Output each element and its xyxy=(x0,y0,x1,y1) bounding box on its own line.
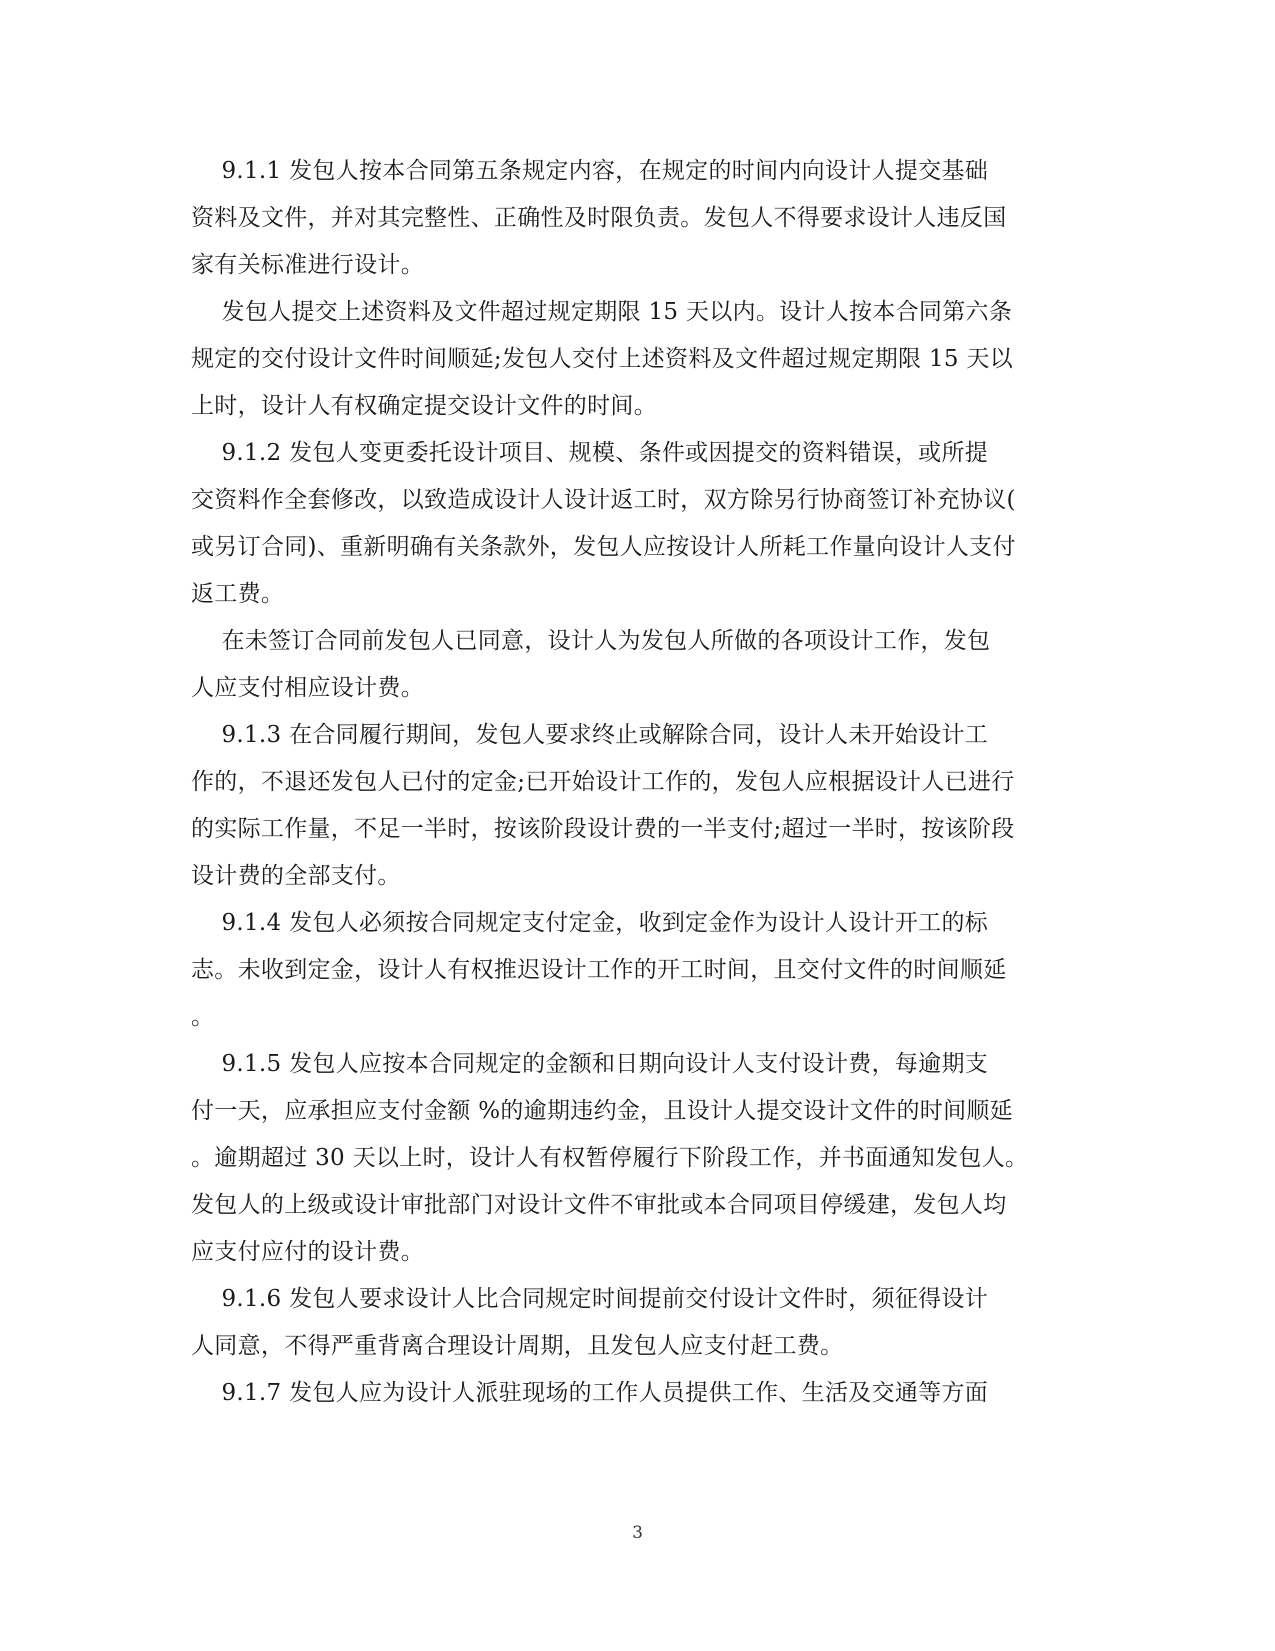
paragraph-3-line-1: 9.1.2 发包人变更委托设计项目、规模、条件或因提交的资料错误，或所提 xyxy=(191,440,989,466)
paragraph-9-line-1: 9.1.7 发包人应为设计人派驻现场的工作人员提供工作、生活及交通等方面 xyxy=(191,1380,989,1406)
paragraph-7-line-2: 付一天，应承担应支付金额 %的逾期违约金，且设计人提交设计文件的时间顺延 xyxy=(191,1098,1013,1124)
paragraph-7-line-1: 9.1.5 发包人应按本合同规定的金额和日期向设计人支付设计费，每逾期支 xyxy=(191,1051,989,1077)
page-number: 3 xyxy=(632,1523,643,1543)
paragraph-4-line-2: 人应支付相应设计费。 xyxy=(191,675,424,701)
paragraph-1-line-3: 家有关标准进行设计。 xyxy=(191,252,424,278)
paragraph-5-line-1: 9.1.3 在合同履行期间，发包人要求终止或解除合同，设计人未开始设计工 xyxy=(191,722,989,748)
paragraph-2-line-2: 规定的交付设计文件时间顺延;发包人交付上述资料及文件超过规定期限 15 天以 xyxy=(191,346,1014,372)
paragraph-6-line-1: 9.1.4 发包人必须按合同规定支付定金，收到定金作为设计人设计开工的标 xyxy=(191,910,989,936)
paragraph-6-line-3: 。 xyxy=(191,1004,215,1030)
paragraph-5-line-3: 的实际工作量，不足一半时，按该阶段设计费的一半支付;超过一半时，按该阶段 xyxy=(191,816,1015,842)
paragraph-1-line-2: 资料及文件，并对其完整性、正确性及时限负责。发包人不得要求设计人违反国 xyxy=(191,205,1007,231)
paragraph-4-line-1: 在未签订合同前发包人已同意，设计人为发包人所做的各项设计工作，发包 xyxy=(191,628,991,654)
paragraph-7-line-3: 。逾期超过 30 天以上时，设计人有权暂停履行下阶段工作，并书面通知发包人。 xyxy=(191,1145,1029,1171)
paragraph-3-line-3: 或另订合同)、重新明确有关条款外，发包人应按设计人所耗工作量向设计人支付 xyxy=(191,534,1016,560)
paragraph-5-line-2: 作的，不退还发包人已付的定金;已开始设计工作的，发包人应根据设计人已进行 xyxy=(191,769,1015,795)
paragraph-3-line-4: 返工费。 xyxy=(191,581,285,607)
paragraph-8-line-1: 9.1.6 发包人要求设计人比合同规定时间提前交付设计文件时，须征得设计 xyxy=(191,1286,989,1312)
paragraph-7-line-5: 应支付应付的设计费。 xyxy=(191,1239,424,1265)
paragraph-3-line-2: 交资料作全套修改，以致造成设计人设计返工时，双方除另行协商签订补充协议( xyxy=(191,487,1016,513)
paragraph-6-line-2: 志。未收到定金，设计人有权推迟设计工作的开工时间，且交付文件的时间顺延 xyxy=(191,957,1007,983)
paragraph-2-line-3: 上时，设计人有权确定提交设计文件的时间。 xyxy=(191,393,657,419)
paragraph-1-line-1: 9.1.1 发包人按本合同第五条规定内容，在规定的时间内向设计人提交基础 xyxy=(191,158,989,184)
paragraph-2-line-1: 发包人提交上述资料及文件超过规定期限 15 天以内。设计人按本合同第六条 xyxy=(191,299,1013,325)
paragraph-7-line-4: 发包人的上级或设计审批部门对设计文件不审批或本合同项目停缓建，发包人均 xyxy=(191,1192,1007,1218)
paragraph-5-line-4: 设计费的全部支付。 xyxy=(191,863,401,889)
paragraph-8-line-2: 人同意，不得严重背离合理设计周期，且发包人应支付赶工费。 xyxy=(191,1333,844,1359)
